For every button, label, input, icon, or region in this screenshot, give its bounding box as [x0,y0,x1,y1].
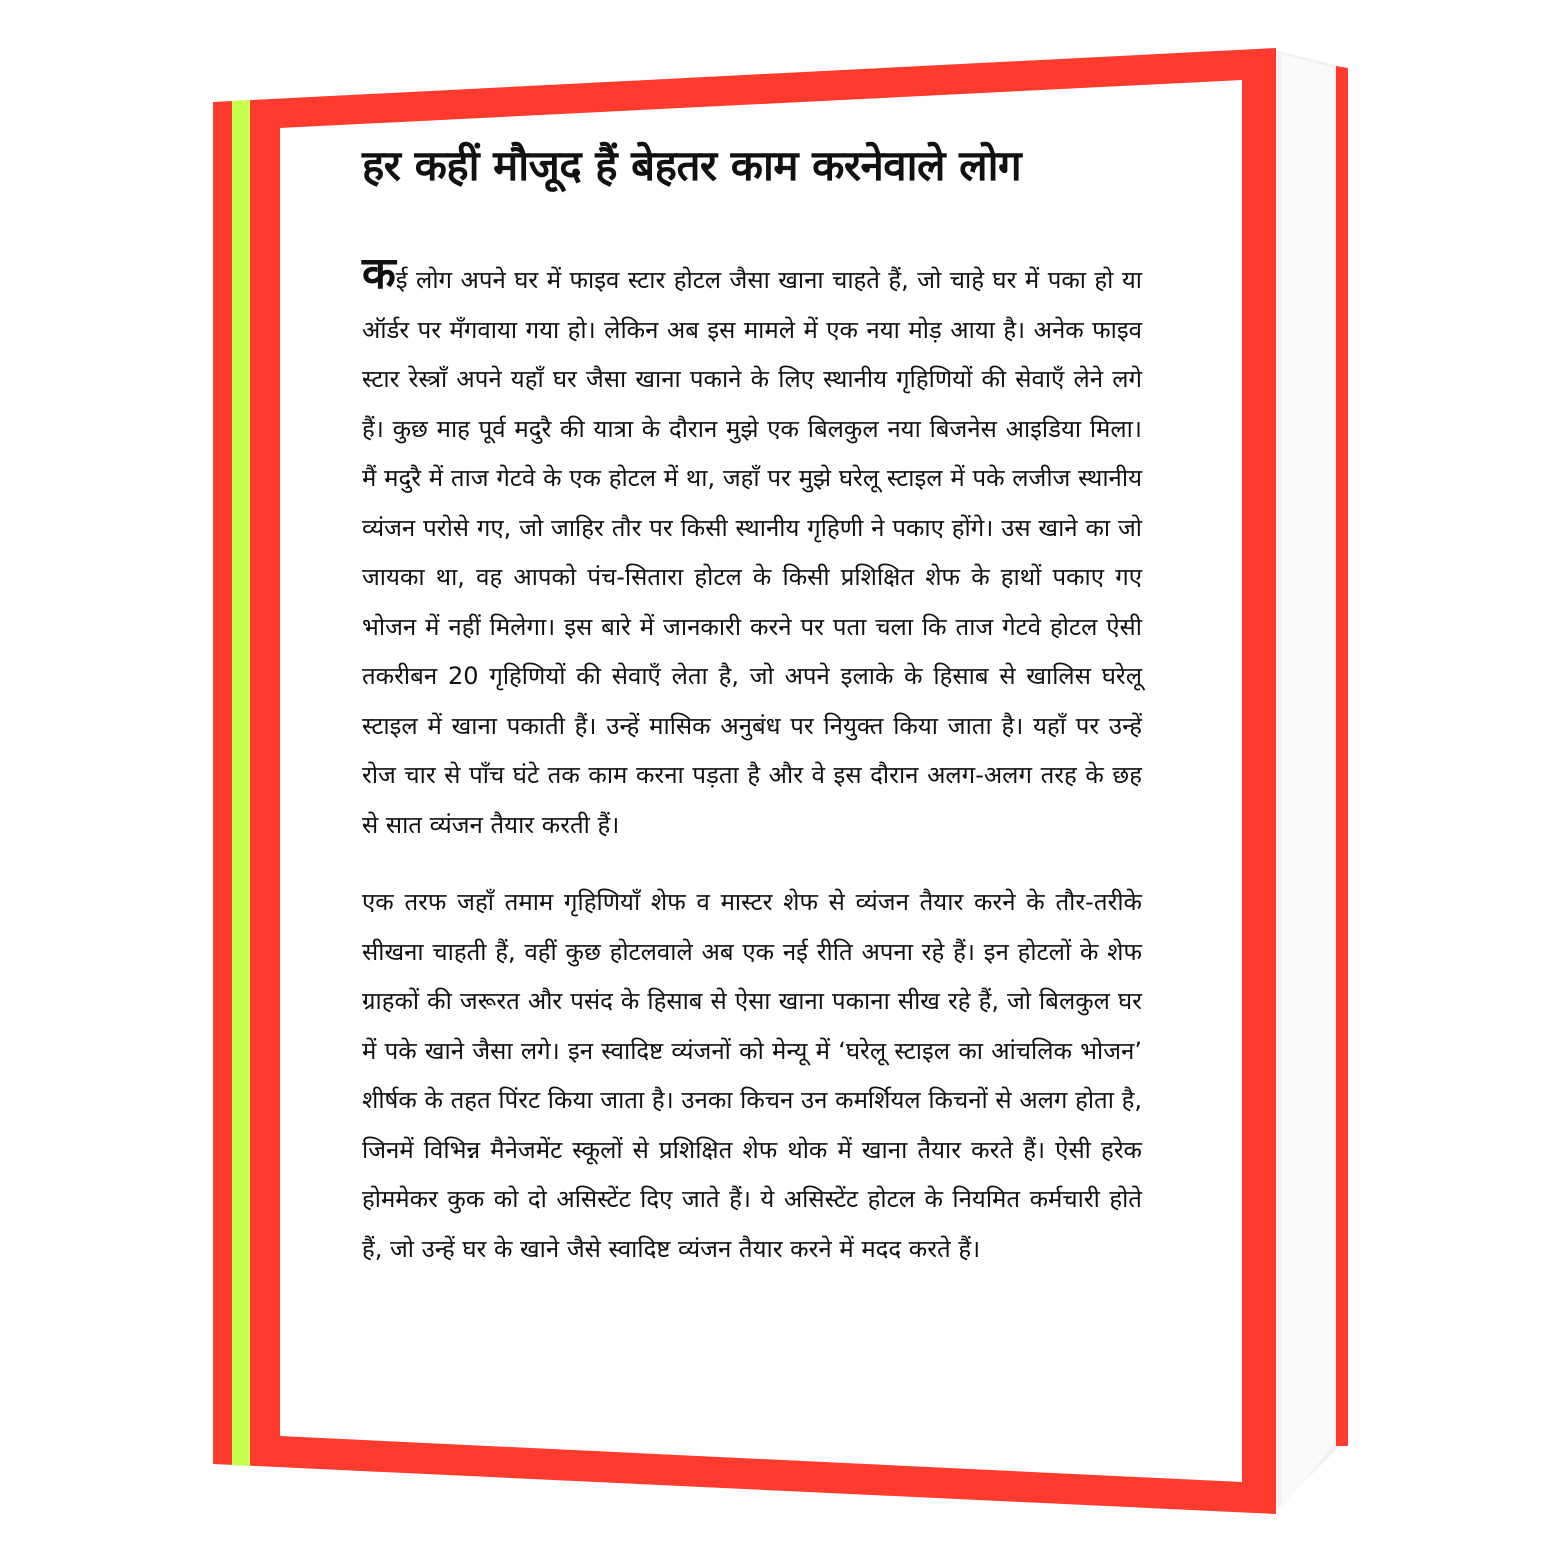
book-page-block-edge [1282,54,1334,1508]
page-clip [280,128,1242,1436]
drop-cap: क [362,248,396,299]
article-paragraph-1 [362,248,1142,850]
article [362,140,1142,1274]
spine-stripe [232,100,250,1466]
article-paragraph-2: एक तरफ जहाँ तमाम गृहिणियाँ शेफ व मास्टर शेफ से व्यंजन तैयार करने के तौर-तरीके सीखना चाहती हैं, वहीं कुछ होटलवाले अब एक नई रीति अपना रहे हैं। इन होटलों के शेफ ग्राहकों की जरूरत और पसंद के हिसाब से ऐसा खाना पकाना सीख रहे हैं, जो बिलकुल घर में पके खाने जैसा लगे। इन स्वादिष्ट व्यंजनों को मेन्यू में ‘घरेलू स्टाइल का आंचलिक भोजन’ शीर्षक के तहत पिंरट किया जाता है। उनका किचन उन कमर्शियल किचनों से अलग होता है, जिनमें विभिन्न मैनेजमेंट स्कूलों से प्रशिक्षित शेफ थोक में खाना तैयार करते हैं। ऐसी हरेक होममेकर कुक को दो असिस्टेंट दिए जाते हैं। ये असिस्टेंट होटल के नियमित कर्मचारी होते हैं, जो उन्हें घर के खाने जैसे स्वादिष्ट व्यंजन तैयार करने में मदद करते हैं। [362,888,1142,1263]
article-title: हर कहीं मौजूद हैं बेहतर काम करनेवाले लोग [362,141,1022,190]
book-back-cover-edge [1336,66,1348,1446]
paragraph-1-text: ई लोग अपने घर में फाइव स्टार होटल जैसा खाना चाहते हैं, जो चाहे घर में पका हो या ऑर्डर पर मँगवाया गया हो। लेकिन अब इस मामले में एक नया मोड़ आया है। अनेक फाइव स्टार रेस्त्राँ अपने यहाँ घर जैसा खाना पकाने के लिए स्थानीय गृहिणियों की सेवाएँ लेने लगे हैं। कुछ माह पूर्व मदुरै की यात्रा के दौरान मुझे एक बिलकुल नया बिजनेस आइडिया मिला। मैं मदुरै में ताज गेटवे के एक होटल में था, जहाँ पर मुझे घरेलू स्टाइल में पके लजीज स्थानीय व्यंजन परोसे गए, जो जाहिर तौर पर किसी स्थानीय गृहिणी ने पकाए होंगे। उस खाने का जो जायका था, वह आपको पंच-सितारा होटल के किसी प्रशिक्षित शेफ के हाथों पकाए गए भोजन में नहीं मिलेगा। इस बारे में जानकारी करने पर पता चला कि ताज गेटवे होटल ऐसी तकरीबन 20 गृहिणियों की सेवाएँ लेता है, जो अपने इलाके के हिसाब से खालिस घरेलू स्टाइल में खाना पकाती हैं। उन्हें मासिक अनुबंध पर नियुक्त किया जाता है। यहाँ पर उन्हें रोज चार से पाँच घंटे तक काम करना पड़ता है और वे इस दौरान अलग-अलग तरह के छह से सात व्यंजन तैयार करती हैं। [362,266,1142,839]
